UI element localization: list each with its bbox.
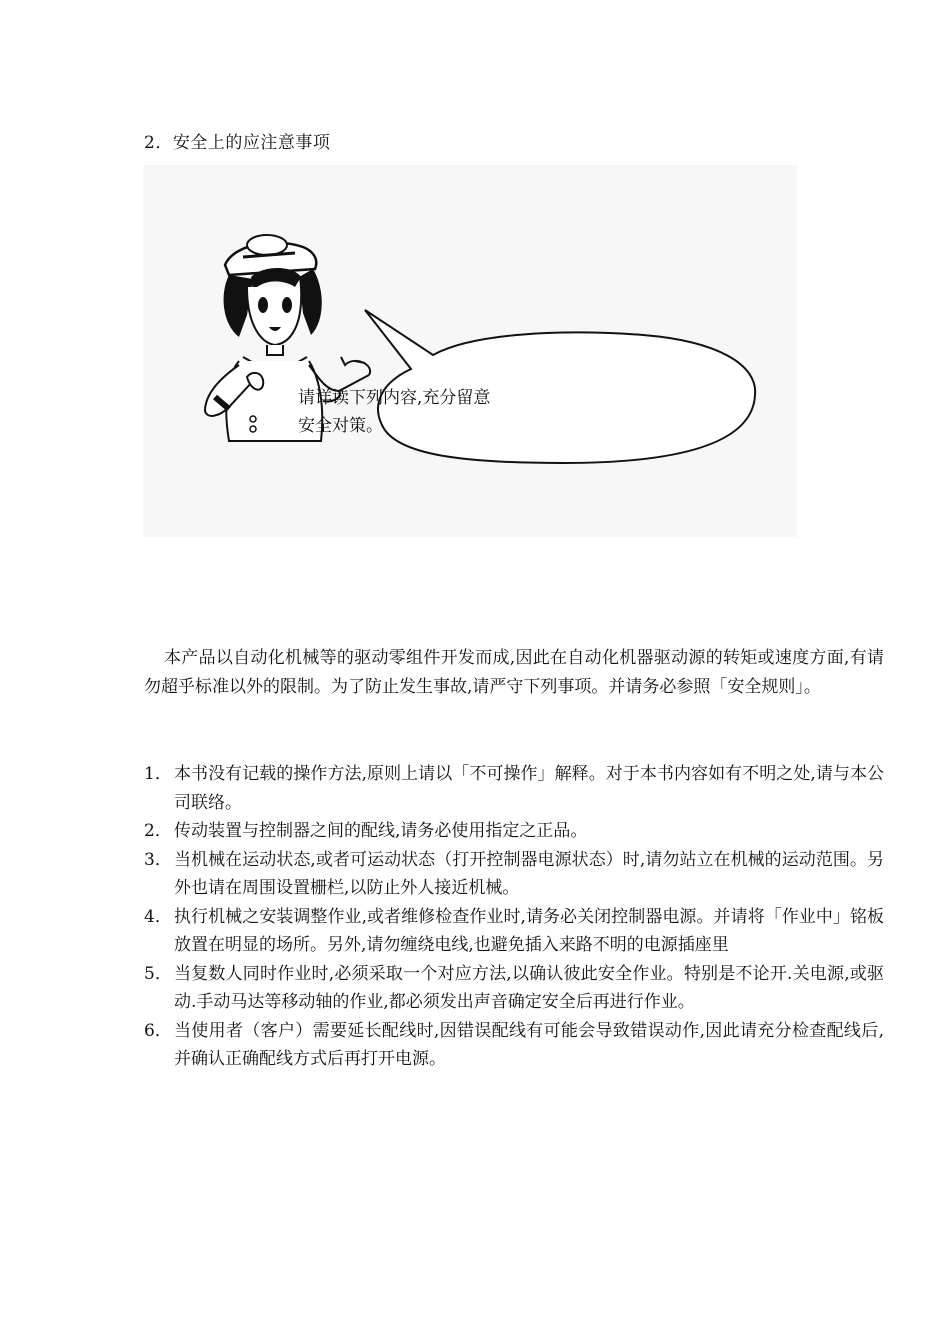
- item-number: 3．: [144, 849, 172, 870]
- item-number: 6．: [144, 1020, 172, 1041]
- bubble-text-line-1: 请详读下列内容,充分留意: [298, 388, 491, 408]
- intro-paragraph: [144, 644, 884, 702]
- item-text: 传动装置与控制器之间的配线,请务必使用指定之正品。: [174, 821, 588, 841]
- item-text: 执行机械之安装调整作业,或者维修检查作业时,请务必关闭控制器电源。并请将「作业中」铭板放置在明显的场所。另外,请勿缠绕电线,也避免插入来路不明的电源插座里: [174, 906, 884, 955]
- list-item: [144, 760, 884, 817]
- item-number: 1．: [144, 764, 172, 784]
- item-number: 2．: [144, 821, 172, 841]
- item-text: 当使用者（客户）需要延长配线时,因错误配线有可能会导致错误动作,因此请充分检查配线后,并确认正确配线方式后再打开电源。: [174, 1020, 884, 1069]
- item-text: 当机械在运动状态,或者可运动状态（打开控制器电源状态）时,请勿站立在机械的运动范围。另外也请在周围设置栅栏,以防止外人接近机械。: [174, 849, 884, 898]
- list-item: [144, 903, 884, 960]
- item-text: 当复数人同时作业时,必须采取一个对应方法,以确认彼此安全作业。特别是不论开.关电源,或驱动.手动马达等移动轴的作业,都必须发出声音确定安全后再进行作业。: [174, 963, 884, 1012]
- list-item: [144, 817, 884, 846]
- section-heading: 2．安全上的应注意事项: [144, 133, 331, 153]
- list-item: [144, 846, 884, 903]
- item-number: 4．: [144, 906, 172, 927]
- list-item: [144, 1017, 884, 1074]
- intro-text: 本产品以自动化机械等的驱动零组件开发而成,因此在自动化机器驱动源的转矩或速度方面,有请勿超乎标准以外的限制。为了防止发生事故,请严守下列事项。并请务必参照「安全规则」。: [144, 648, 884, 697]
- safety-rules-list: [144, 760, 884, 1074]
- character-illustration: [143, 165, 797, 537]
- list-item: [144, 960, 884, 1017]
- bubble-text-line-2: 安全对策。: [298, 416, 383, 436]
- item-number: 5．: [144, 963, 172, 984]
- item-text: 本书没有记载的操作方法,原则上请以「不可操作」解释。对于本书内容如有不明之处,请与本公司联络。: [174, 764, 884, 813]
- safety-illustration: [143, 165, 797, 537]
